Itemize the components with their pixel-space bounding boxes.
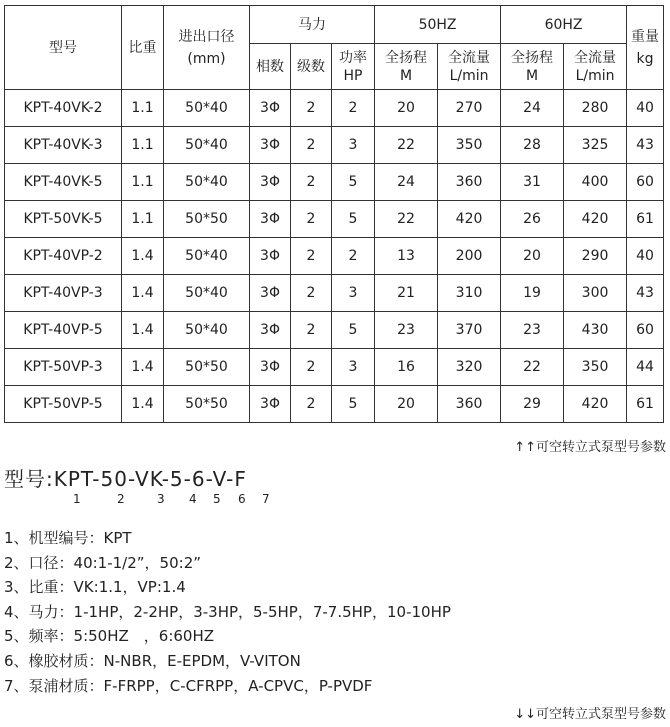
cell-model: KPT-40VP-2	[5, 238, 122, 275]
cell-gravity: 1.1	[122, 201, 164, 238]
header-power: 马力	[250, 6, 375, 44]
cell-model: KPT-40VP-3	[5, 275, 122, 312]
header-weight	[627, 6, 664, 90]
note-item: 4、马力：1-1HP，2-2HP，3-3HP，5-5HP，7-7.5HP，10-10HP	[4, 602, 451, 621]
cell-head60: 19	[501, 275, 564, 312]
cell-head50: 23	[375, 312, 438, 349]
cell-flow50: 200	[438, 238, 501, 275]
cell-model: KPT-40VK-3	[5, 127, 122, 164]
cell-bore: 50*40	[164, 164, 250, 201]
cell-poles: 2	[291, 349, 332, 386]
cell-bore: 50*40	[164, 275, 250, 312]
cell-head50: 20	[375, 90, 438, 127]
cell-flow50: 320	[438, 349, 501, 386]
cell-model: KPT-40VK-5	[5, 164, 122, 201]
cell-gravity: 1.1	[122, 127, 164, 164]
cell-gravity: 1.4	[122, 312, 164, 349]
table-body	[5, 90, 664, 423]
cell-head60: 23	[501, 312, 564, 349]
cell-phase: 3Φ	[250, 201, 291, 238]
header-hp-line1: 功率	[339, 49, 368, 66]
cell-bore: 50*40	[164, 312, 250, 349]
cell-head50: 13	[375, 238, 438, 275]
cell-weight: 43	[627, 127, 664, 164]
cell-flow60: 280	[564, 90, 627, 127]
cell-flow60: 300	[564, 275, 627, 312]
header-flow-60-line2: L/min	[575, 67, 615, 84]
cell-flow50: 270	[438, 90, 501, 127]
header-flow-50-line1: 全流量	[448, 49, 491, 66]
header-bore	[164, 6, 250, 90]
cell-poles: 2	[291, 238, 332, 275]
cell-head50: 21	[375, 275, 438, 312]
table-row	[5, 386, 664, 423]
table-header	[5, 6, 664, 90]
model-code-prefix: 型号:	[4, 467, 54, 491]
model-position-3: 3	[157, 492, 165, 506]
cell-bore: 50*40	[164, 90, 250, 127]
cell-hp: 3	[332, 275, 375, 312]
cell-phase: 3Φ	[250, 164, 291, 201]
model-position-2: 2	[117, 492, 125, 506]
cell-weight: 61	[627, 386, 664, 423]
header-poles: 级数	[291, 44, 332, 90]
model-position-4: 4	[189, 492, 197, 506]
model-code: KPT-50-VK-5-6-V-F	[53, 467, 247, 491]
cell-weight: 60	[627, 164, 664, 201]
header-bore-line2: (mm)	[187, 50, 226, 67]
header-flow-60-line1: 全流量	[574, 49, 617, 66]
cell-model: KPT-50VP-5	[5, 386, 122, 423]
model-notes	[4, 526, 451, 698]
cell-gravity: 1.4	[122, 275, 164, 312]
header-weight-line2: kg	[636, 50, 654, 67]
cell-flow60: 400	[564, 164, 627, 201]
cell-weight: 43	[627, 275, 664, 312]
cell-model: KPT-40VP-5	[5, 312, 122, 349]
cell-head50: 16	[375, 349, 438, 386]
cell-phase: 3Φ	[250, 349, 291, 386]
model-position-1: 1	[73, 492, 81, 506]
cell-flow60: 350	[564, 349, 627, 386]
cell-flow60: 290	[564, 238, 627, 275]
model-position-5: 5	[213, 492, 221, 506]
model-code-line	[4, 463, 247, 492]
cell-gravity: 1.1	[122, 90, 164, 127]
cell-head60: 20	[501, 238, 564, 275]
cell-head60: 29	[501, 386, 564, 423]
note-item: 1、机型编号：KPT	[4, 529, 132, 547]
cell-flow60: 420	[564, 201, 627, 238]
cell-hp: 3	[332, 127, 375, 164]
cell-phase: 3Φ	[250, 238, 291, 275]
cell-bore: 50*40	[164, 238, 250, 275]
header-hp-line2: HP	[343, 67, 363, 84]
model-position-7: 7	[262, 492, 270, 506]
table-row	[5, 164, 664, 201]
cell-head50: 22	[375, 201, 438, 238]
model-position-6: 6	[238, 492, 246, 506]
cell-flow60: 430	[564, 312, 627, 349]
cell-phase: 3Φ	[250, 90, 291, 127]
pump-spec-table	[4, 5, 664, 423]
cell-head60: 26	[501, 201, 564, 238]
cell-flow50: 370	[438, 312, 501, 349]
cell-flow50: 420	[438, 201, 501, 238]
cell-weight: 40	[627, 90, 664, 127]
table-row	[5, 127, 664, 164]
cell-phase: 3Φ	[250, 127, 291, 164]
cell-poles: 2	[291, 312, 332, 349]
table-row	[5, 349, 664, 386]
cell-weight: 60	[627, 312, 664, 349]
note-item: 2、口径：40:1-1/2”，50:2”	[4, 553, 202, 572]
header-bore-line1: 进出口径	[178, 28, 235, 45]
cell-flow50: 310	[438, 275, 501, 312]
cell-bore: 50*50	[164, 201, 250, 238]
header-gravity: 比重	[122, 6, 164, 90]
cell-model: KPT-50VP-3	[5, 349, 122, 386]
cell-weight: 61	[627, 201, 664, 238]
cell-bore: 50*40	[164, 127, 250, 164]
cell-gravity: 1.4	[122, 349, 164, 386]
cell-hp: 3	[332, 349, 375, 386]
header-hp	[332, 44, 375, 90]
cell-head50: 22	[375, 127, 438, 164]
note-item: 7、泵浦材质：F-FRPP，C-CFRPP，A-CPVC，P-PVDF	[4, 676, 373, 695]
caption-bottom: ↓↓可空转立式泵型号参数	[514, 707, 666, 722]
table-row	[5, 90, 664, 127]
note-item: 3、比重：VK:1.1，VP:1.4	[4, 578, 186, 597]
cell-poles: 2	[291, 275, 332, 312]
header-head-50-line1: 全扬程	[385, 49, 428, 66]
header-flow-50-line2: L/min	[449, 67, 489, 84]
header-head-50	[375, 44, 438, 90]
cell-head60: 31	[501, 164, 564, 201]
cell-hp: 5	[332, 312, 375, 349]
cell-phase: 3Φ	[250, 275, 291, 312]
cell-flow50: 360	[438, 164, 501, 201]
cell-poles: 2	[291, 90, 332, 127]
header-phase: 相数	[250, 44, 291, 90]
cell-phase: 3Φ	[250, 312, 291, 349]
cell-flow50: 360	[438, 386, 501, 423]
cell-gravity: 1.1	[122, 164, 164, 201]
cell-model: KPT-50VK-5	[5, 201, 122, 238]
cell-gravity: 1.4	[122, 238, 164, 275]
cell-hp: 5	[332, 201, 375, 238]
cell-flow60: 420	[564, 386, 627, 423]
header-head-60-line1: 全扬程	[511, 49, 554, 66]
cell-bore: 50*50	[164, 386, 250, 423]
cell-hp: 2	[332, 90, 375, 127]
cell-head60: 22	[501, 349, 564, 386]
cell-flow50: 350	[438, 127, 501, 164]
header-head-60-line2: M	[525, 67, 539, 84]
cell-poles: 2	[291, 164, 332, 201]
cell-poles: 2	[291, 127, 332, 164]
table-row	[5, 238, 664, 275]
header-head-60	[501, 44, 564, 90]
note-item: 6、橡胶材质：N-NBR，E-EPDM，V-VITON	[4, 651, 301, 670]
table-row	[5, 275, 664, 312]
table-row	[5, 201, 664, 238]
cell-weight: 44	[627, 349, 664, 386]
header-50hz: 50HZ	[375, 6, 501, 44]
cell-head50: 24	[375, 164, 438, 201]
cell-hp: 5	[332, 386, 375, 423]
cell-head60: 24	[501, 90, 564, 127]
cell-hp: 5	[332, 164, 375, 201]
header-head-50-line2: M	[399, 67, 413, 84]
header-weight-line1: 重量	[631, 28, 660, 45]
cell-bore: 50*50	[164, 349, 250, 386]
cell-poles: 2	[291, 201, 332, 238]
header-model: 型号	[5, 6, 122, 90]
cell-flow60: 325	[564, 127, 627, 164]
header-flow-60	[564, 44, 627, 90]
cell-phase: 3Φ	[250, 386, 291, 423]
caption-top: ↑↑可空转立式泵型号参数	[514, 440, 666, 455]
cell-gravity: 1.4	[122, 386, 164, 423]
cell-head60: 28	[501, 127, 564, 164]
header-flow-50	[438, 44, 501, 90]
cell-weight: 40	[627, 238, 664, 275]
table-row	[5, 312, 664, 349]
cell-head50: 20	[375, 386, 438, 423]
header-60hz: 60HZ	[501, 6, 627, 44]
cell-poles: 2	[291, 386, 332, 423]
cell-hp: 2	[332, 238, 375, 275]
cell-model: KPT-40VK-2	[5, 90, 122, 127]
note-item: 5、频率：5:50HZ ，6:60HZ	[4, 627, 215, 646]
